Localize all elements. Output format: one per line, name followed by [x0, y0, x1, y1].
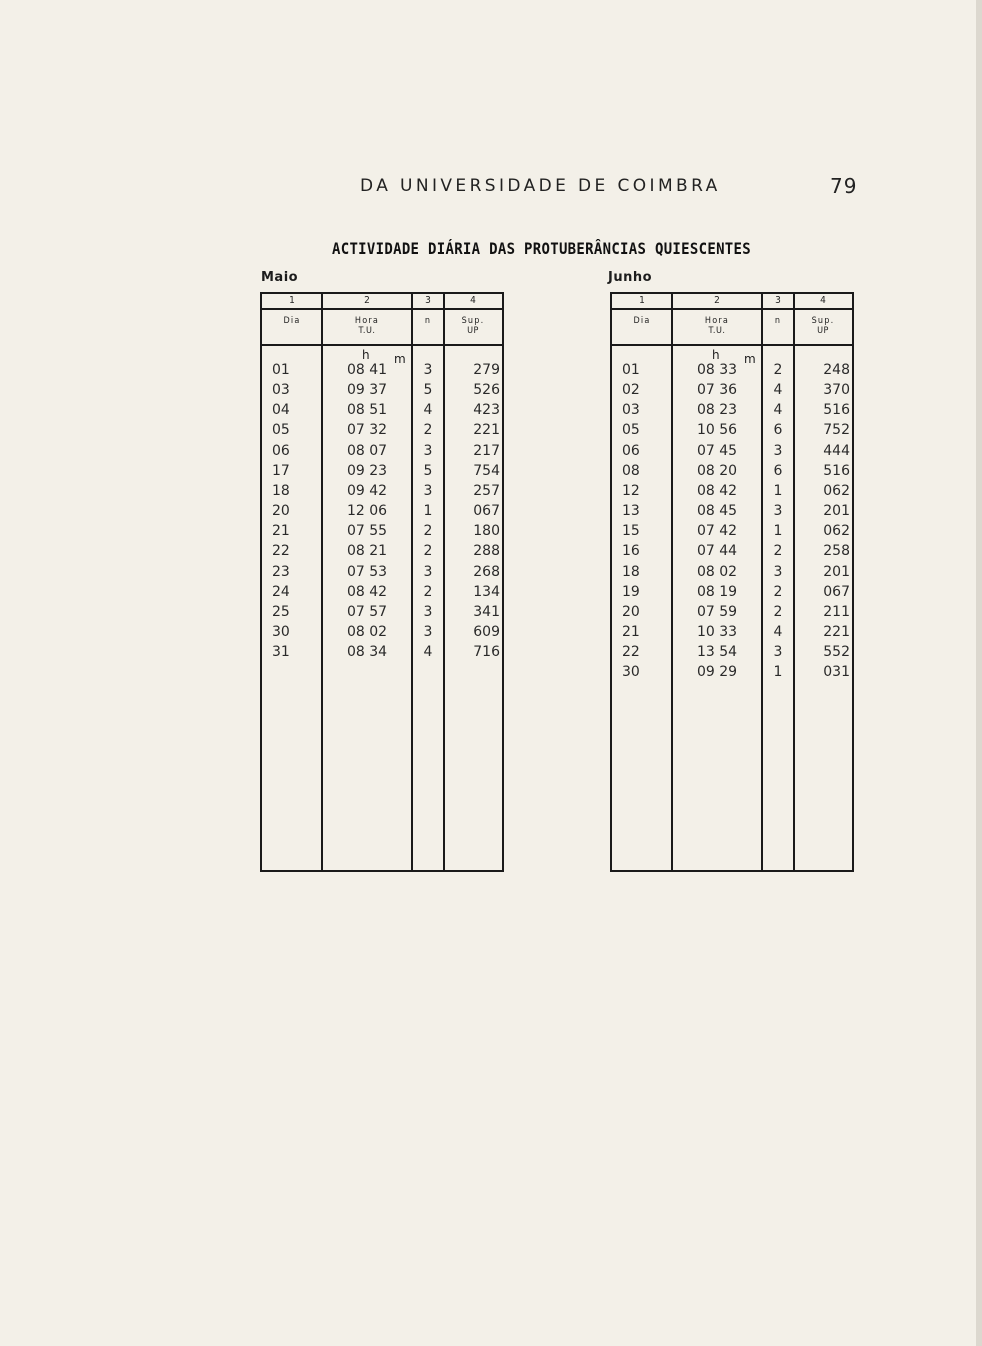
- column-header: [672, 316, 762, 336]
- column-header: [262, 316, 322, 326]
- area-cell: 201: [823, 503, 850, 520]
- area-cell: 754: [473, 462, 500, 479]
- count-cell: 2: [423, 583, 433, 600]
- day-cell: 20: [272, 503, 290, 520]
- time-cell: 08 02: [696, 563, 738, 580]
- count-cell: 1: [773, 664, 783, 681]
- column-number: 4: [820, 295, 826, 306]
- day-cell: 20: [622, 603, 640, 620]
- hour-unit-mark: h: [712, 348, 720, 362]
- day-cell: 30: [272, 623, 290, 640]
- column-number: 1: [639, 295, 645, 306]
- column-header-line: Dia: [283, 316, 301, 326]
- header-divider: [262, 344, 502, 346]
- day-cell: 18: [272, 482, 290, 499]
- time-cell: 08 02: [346, 623, 388, 640]
- area-cell: 062: [823, 523, 850, 540]
- header-divider: [612, 308, 852, 310]
- area-cell: 067: [823, 583, 850, 600]
- day-cell: 22: [272, 543, 290, 560]
- time-cell: 08 20: [696, 462, 738, 479]
- time-cell: 08 19: [696, 583, 738, 600]
- area-cell: 423: [473, 402, 500, 419]
- header-divider: [262, 308, 502, 310]
- area-cell: 067: [473, 503, 500, 520]
- count-cell: 5: [423, 462, 433, 479]
- running-head: DA UNIVERSIDADE DE COIMBRA: [360, 176, 721, 196]
- day-cell: 19: [622, 583, 640, 600]
- day-cell: 16: [622, 543, 640, 560]
- area-cell: 609: [473, 623, 500, 640]
- area-cell: 370: [823, 382, 850, 399]
- count-cell: 4: [423, 644, 433, 661]
- minute-unit-mark: m: [744, 352, 756, 366]
- time-cell: 07 36: [696, 382, 738, 399]
- time-cell: 08 07: [346, 442, 388, 459]
- time-cell: 08 23: [696, 402, 738, 419]
- data-table-junho: [610, 292, 854, 872]
- area-cell: 258: [823, 543, 850, 560]
- column-number: 4: [470, 295, 476, 306]
- column-header-line: UP: [467, 326, 479, 336]
- count-cell: 4: [773, 402, 783, 419]
- day-cell: 03: [272, 382, 290, 399]
- day-cell: 13: [622, 503, 640, 520]
- area-cell: 444: [823, 442, 850, 459]
- day-cell: 03: [622, 402, 640, 419]
- month-label-maio: Maio: [261, 270, 299, 285]
- area-cell: 716: [473, 644, 500, 661]
- count-cell: 3: [773, 563, 783, 580]
- count-cell: 3: [423, 563, 433, 580]
- column-header-line: Hora: [354, 316, 380, 326]
- area-cell: 248: [823, 362, 850, 378]
- time-cell: 07 32: [346, 422, 388, 439]
- day-cell: 06: [272, 442, 290, 459]
- column-header-line: T.U.: [708, 326, 726, 336]
- time-cell: 08 42: [346, 583, 388, 600]
- month-label-junho: Junho: [608, 270, 653, 285]
- time-cell: 12 06: [346, 503, 388, 520]
- column-header-line: Sup.: [461, 316, 485, 326]
- day-cell: 18: [622, 563, 640, 580]
- day-cell: 15: [622, 523, 640, 540]
- column-header-line: n: [424, 316, 432, 326]
- count-cell: 2: [423, 523, 433, 540]
- count-cell: 3: [773, 644, 783, 661]
- day-cell: 31: [272, 644, 290, 661]
- column-header: [444, 316, 502, 336]
- area-cell: 211: [823, 603, 850, 620]
- day-cell: 04: [272, 402, 290, 419]
- column-header-line: T.U.: [358, 326, 376, 336]
- time-cell: 09 37: [346, 382, 388, 399]
- column-header-line: Sup.: [811, 316, 835, 326]
- time-cell: 09 23: [346, 462, 388, 479]
- column-number: 3: [425, 295, 431, 306]
- day-cell: 22: [622, 644, 640, 661]
- column-number: 3: [775, 295, 781, 306]
- area-cell: 062: [823, 482, 850, 499]
- count-cell: 4: [773, 623, 783, 640]
- area-cell: 180: [473, 523, 500, 540]
- page-number: 79: [830, 174, 858, 198]
- count-cell: 3: [773, 503, 783, 520]
- count-cell: 2: [773, 583, 783, 600]
- day-cell: 12: [622, 482, 640, 499]
- time-cell: 13 54: [696, 644, 738, 661]
- time-cell: 07 55: [346, 523, 388, 540]
- area-cell: 526: [473, 382, 500, 399]
- day-cell: 05: [622, 422, 640, 439]
- area-cell: 217: [473, 442, 500, 459]
- column-header: [412, 316, 444, 326]
- count-cell: 3: [423, 603, 433, 620]
- column-header-line: UP: [817, 326, 829, 336]
- area-cell: 031: [823, 664, 850, 681]
- time-cell: 10 56: [696, 422, 738, 439]
- header-divider: [612, 344, 852, 346]
- time-cell: 10 33: [696, 623, 738, 640]
- time-cell: 07 45: [696, 442, 738, 459]
- count-cell: 2: [773, 543, 783, 560]
- area-cell: 288: [473, 543, 500, 560]
- day-cell: 05: [272, 422, 290, 439]
- count-cell: 2: [423, 543, 433, 560]
- minute-unit-mark: m: [394, 352, 406, 366]
- count-cell: 3: [423, 362, 433, 378]
- count-cell: 1: [773, 482, 783, 499]
- count-cell: 2: [773, 603, 783, 620]
- column-number: 2: [714, 295, 720, 306]
- time-cell: 09 42: [346, 482, 388, 499]
- count-cell: 2: [423, 422, 433, 439]
- hour-unit-mark: h: [362, 348, 370, 362]
- time-cell: 07 57: [346, 603, 388, 620]
- area-cell: 341: [473, 603, 500, 620]
- column-header-line: n: [774, 316, 782, 326]
- area-cell: 134: [473, 583, 500, 600]
- column-number: 2: [364, 295, 370, 306]
- column-header: [762, 316, 794, 326]
- count-cell: 6: [773, 422, 783, 439]
- column-header-line: Dia: [633, 316, 651, 326]
- count-cell: 6: [773, 462, 783, 479]
- day-cell: 01: [622, 362, 640, 378]
- time-cell: 08 41: [346, 362, 388, 378]
- time-cell: 07 44: [696, 543, 738, 560]
- column-header: [794, 316, 852, 336]
- area-cell: 552: [823, 644, 850, 661]
- day-cell: 02: [622, 382, 640, 399]
- area-cell: 516: [823, 402, 850, 419]
- column-header: [322, 316, 412, 336]
- count-cell: 4: [773, 382, 783, 399]
- day-cell: 17: [272, 462, 290, 479]
- area-cell: 221: [473, 422, 500, 439]
- day-cell: 25: [272, 603, 290, 620]
- count-cell: 1: [773, 523, 783, 540]
- count-cell: 1: [423, 503, 433, 520]
- count-cell: 3: [773, 442, 783, 459]
- count-cell: 4: [423, 402, 433, 419]
- count-cell: 2: [773, 362, 783, 378]
- column-header: [612, 316, 672, 326]
- day-cell: 21: [272, 523, 290, 540]
- day-cell: 08: [622, 462, 640, 479]
- day-cell: 06: [622, 442, 640, 459]
- area-cell: 752: [823, 422, 850, 439]
- area-cell: 221: [823, 623, 850, 640]
- day-cell: 01: [272, 362, 290, 378]
- area-cell: 268: [473, 563, 500, 580]
- area-cell: 279: [473, 362, 500, 378]
- time-cell: 08 34: [346, 644, 388, 661]
- day-cell: 21: [622, 623, 640, 640]
- time-cell: 08 33: [696, 362, 738, 378]
- day-cell: 30: [622, 664, 640, 681]
- area-cell: 201: [823, 563, 850, 580]
- count-cell: 3: [423, 482, 433, 499]
- time-cell: 07 59: [696, 603, 738, 620]
- count-cell: 5: [423, 382, 433, 399]
- day-cell: 23: [272, 563, 290, 580]
- data-table-maio: [260, 292, 504, 872]
- time-cell: 07 53: [346, 563, 388, 580]
- column-number: 1: [289, 295, 295, 306]
- area-cell: 516: [823, 462, 850, 479]
- count-cell: 3: [423, 442, 433, 459]
- table-title: ACTIVIDADE DIÁRIA DAS PROTUBERÂNCIAS QUIESCENTES: [332, 240, 751, 259]
- time-cell: 08 21: [346, 543, 388, 560]
- day-cell: 24: [272, 583, 290, 600]
- area-cell: 257: [473, 482, 500, 499]
- column-header-line: Hora: [704, 316, 730, 326]
- time-cell: 08 51: [346, 402, 388, 419]
- time-cell: 07 42: [696, 523, 738, 540]
- count-cell: 3: [423, 623, 433, 640]
- time-cell: 08 42: [696, 482, 738, 499]
- time-cell: 08 45: [696, 503, 738, 520]
- time-cell: 09 29: [696, 664, 738, 681]
